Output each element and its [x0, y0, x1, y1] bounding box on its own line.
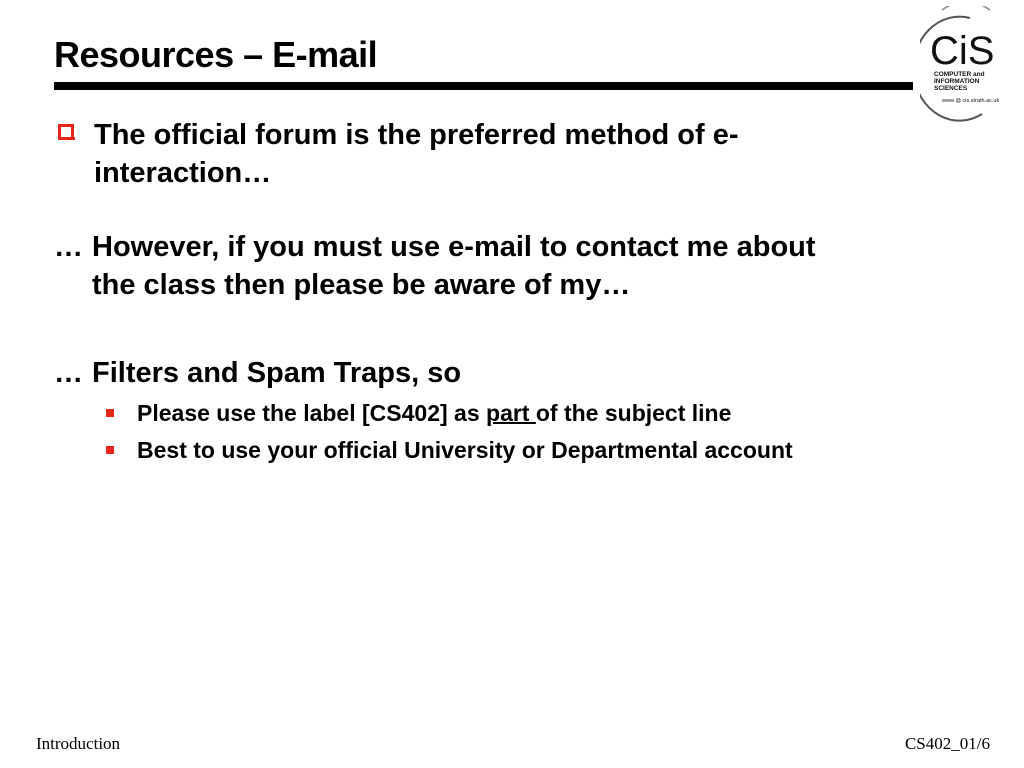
logo-monogram: CiS [930, 29, 995, 73]
checkbox-icon [58, 124, 74, 140]
sub-bullet-label-before: Please use the label [CS402] as [137, 400, 487, 426]
title-divider [54, 82, 913, 90]
sub-bullet-label-after: of the subject line [535, 400, 732, 426]
square-bullet-icon [106, 446, 114, 454]
sub-bullet-label-underlined: part [486, 400, 536, 426]
logo-url: www @ cis.strath.ac.uk [942, 98, 1000, 104]
bullet-forum-line2: interaction… [94, 157, 272, 189]
sub-bullet-label-text [137, 398, 731, 428]
footer-slide-number: CS402_01/6 [904, 734, 990, 753]
footer-section-label: Introduction [36, 734, 121, 753]
bullet-email-line2: the class then please be aware of my… [92, 269, 631, 301]
ellipsis-marker: … [54, 357, 83, 389]
logo-line2: INFORMATION [934, 78, 980, 85]
bullet-filters-line1: Filters and Spam Traps, so [92, 357, 462, 389]
cis-logo [920, 6, 1012, 124]
bullet-forum-line1: The official forum is the preferred method of e- [94, 119, 739, 151]
slide-title: Resources – E-mail [54, 34, 378, 75]
sub-bullet-account-text: Best to use your official University or Departmental account [137, 437, 793, 463]
square-bullet-icon [106, 409, 114, 417]
sub-bullet-label [106, 398, 731, 428]
bullet-item-email [54, 228, 954, 304]
bullet-email-line1: However, if you must use e-mail to contact me about [92, 231, 816, 263]
logo-line3: SCIENCES [934, 85, 968, 92]
bullet-item-filters [54, 354, 954, 392]
ellipsis-marker: … [54, 231, 83, 263]
sub-bullet-account [106, 435, 793, 465]
bullet-item-forum [56, 116, 916, 192]
logo-line1: COMPUTER and [934, 71, 985, 78]
